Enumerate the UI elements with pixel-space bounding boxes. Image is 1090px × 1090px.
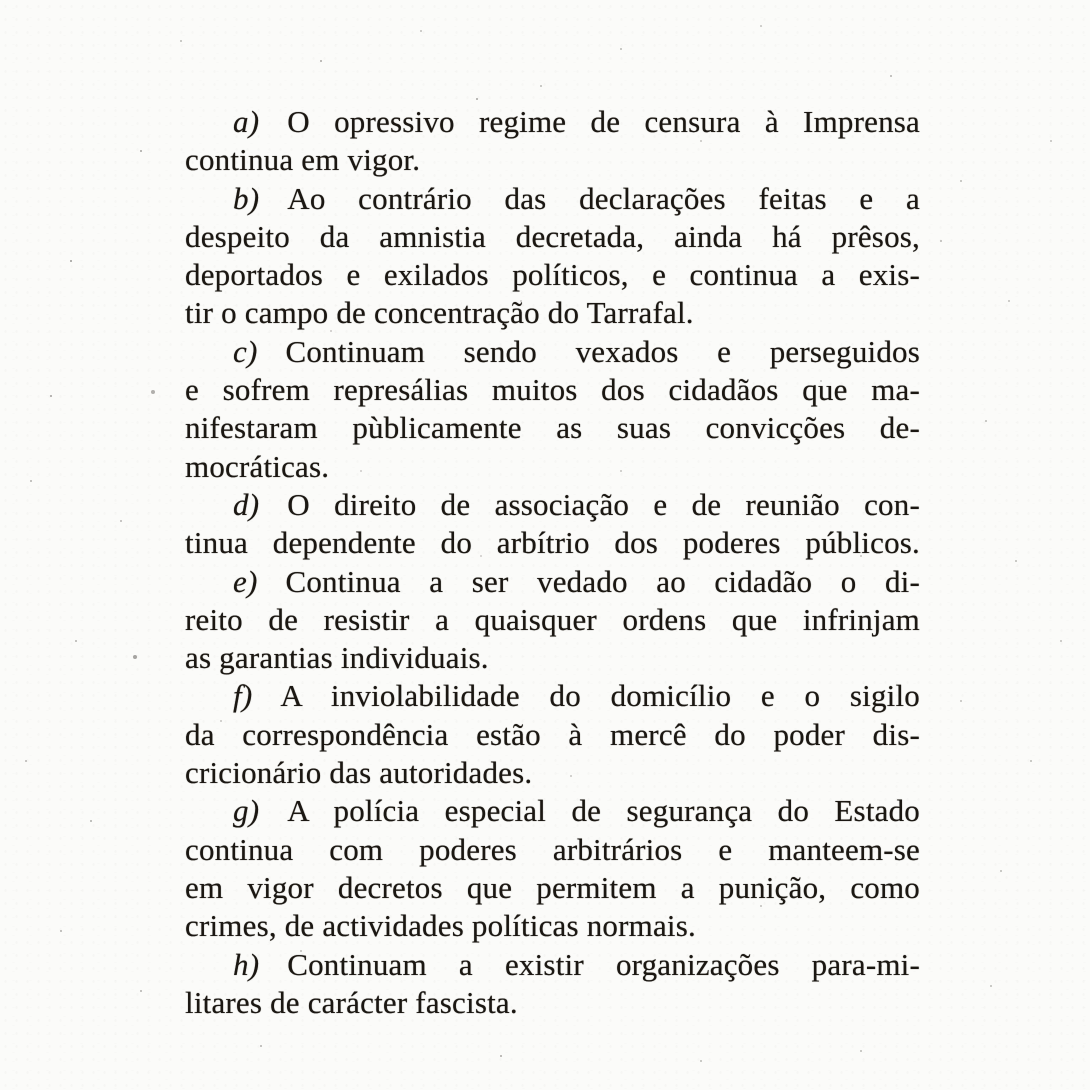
text-line: despeito da amnistia decretada, ainda há prêsos, [185, 218, 920, 254]
text-line: f) A inviolabilidade do domicílio e o sigilo [233, 678, 920, 714]
text-line: g) A polícia especial de segurança do Estado [233, 793, 920, 829]
text-line: crimes, de actividades políticas normais. [185, 908, 696, 944]
list-item-c [185, 333, 920, 486]
item-letter-label: g) [233, 793, 260, 829]
text-line: continua com poderes arbitrários e manteem-se [185, 831, 920, 867]
item-letter-label: h) [233, 946, 260, 982]
text-line: a) O opressivo regime de censura à Imprensa [233, 104, 920, 139]
item-letter-label: d) [233, 486, 260, 522]
text-line: nifestaram pùblicamente as suas convicções de- [185, 410, 920, 446]
text-line: tir o campo de concentração do Tarrafal. [185, 295, 694, 331]
list-item-h [185, 946, 920, 1023]
text-line: cricionário das autoridades. [185, 755, 533, 791]
text-block [185, 103, 920, 1022]
text-line: mocráticas. [185, 448, 330, 484]
item-letter-label: a) [233, 104, 260, 139]
item-letter-label: e) [233, 563, 258, 599]
text-line: c) Continuam sendo vexados e perseguidos [233, 333, 920, 369]
list-item-f [185, 677, 920, 792]
text-line: reito de resistir a quaisquer ordens que infrinjam [185, 601, 920, 637]
text-line: da correspondência estão à mercê do poder dis- [185, 716, 920, 752]
text-line: em vigor decretos que permitem a punição, como [185, 869, 920, 905]
text-line: e) Continua a ser vedado ao cidadão o di- [233, 563, 920, 599]
text-line: continua em vigor. [185, 142, 421, 178]
text-line: d) O direito de associação e de reunião con- [233, 486, 920, 522]
list-item-g [185, 792, 920, 945]
text-line: litares de carácter fascista. [185, 984, 518, 1020]
item-letter-label: b) [233, 180, 260, 216]
list-item-a [185, 103, 920, 180]
text-line: tinua dependente do arbítrio dos poderes públicos. [185, 525, 920, 561]
text-line: e sofrem represálias muitos dos cidadãos que ma- [185, 372, 920, 408]
item-letter-label: f) [233, 678, 253, 714]
list-item-d [185, 486, 920, 563]
text-line: h) Continuam a existir organizações para-mi- [233, 946, 920, 982]
list-item-b [185, 180, 920, 333]
text-line: deportados e exilados políticos, e continua a exis- [185, 257, 920, 293]
list-item-e [185, 563, 920, 678]
text-line: as garantias individuais. [185, 640, 489, 676]
text-line: b) Ao contrário das declarações feitas e a [233, 180, 920, 216]
item-letter-label: c) [233, 333, 258, 369]
scan-noise-specks [0, 0, 2, 2]
